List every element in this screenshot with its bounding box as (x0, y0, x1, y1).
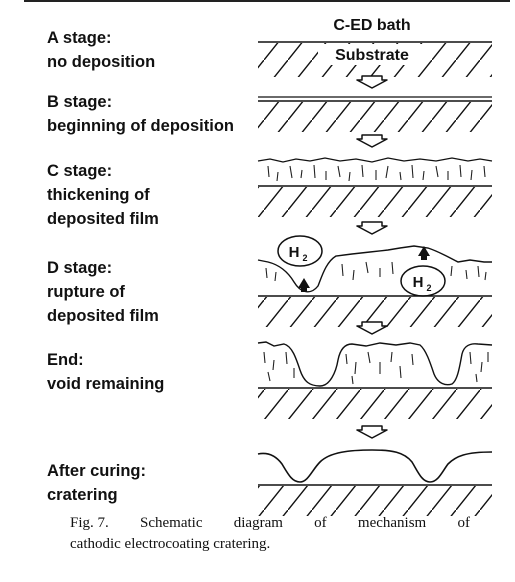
substrate-label: Substrate (335, 47, 409, 64)
figure-caption (70, 513, 470, 555)
deposited-film-c (258, 158, 492, 217)
h2-subscript-right: 2 (426, 283, 432, 293)
stage-a-label (47, 26, 155, 74)
caption-word: mechanism (357, 515, 427, 531)
stage-c-desc-2: deposited film (47, 210, 159, 228)
deposited-film-d (258, 236, 492, 327)
stage-end-label (47, 348, 164, 396)
stage-curing-title: After curing: (47, 462, 146, 480)
bath-label: C-ED bath (333, 17, 411, 34)
stage-curing-label (47, 459, 146, 507)
stage-arrow-2 (357, 135, 387, 147)
h2-bubble-left (278, 236, 322, 266)
stage-a-title: A stage: (47, 29, 112, 47)
stage-c-title: C stage: (47, 162, 113, 180)
caption-word: Schematic (140, 515, 203, 531)
caption-word: of (314, 515, 327, 531)
stage-arrow-3 (357, 222, 387, 234)
stage-d-label (47, 256, 159, 328)
stage-b-desc: beginning of deposition (47, 117, 234, 135)
caption-line-2: cathodic electrocoating cratering. (70, 536, 271, 552)
up-arrow-left (298, 278, 310, 292)
caption-word: diagram (233, 515, 283, 531)
stage-b-title: B stage: (47, 93, 113, 111)
caption-line-1 (70, 513, 470, 534)
stage-c-label (47, 159, 159, 231)
substrate-b (258, 97, 492, 132)
stage-a-desc: no deposition (47, 53, 156, 71)
stage-d-title: D stage: (47, 259, 113, 277)
deposited-film-end (258, 342, 492, 419)
stage-arrow-1 (357, 76, 387, 88)
stage-arrow-4 (357, 322, 387, 334)
stage-end-title: End: (47, 351, 84, 369)
stage-c-desc-1: thickening of (47, 186, 150, 204)
caption-word: of (457, 515, 470, 531)
stage-b-label (47, 90, 234, 138)
caption-word: Fig. 7. (70, 515, 109, 531)
h2-subscript-left: 2 (302, 253, 308, 263)
h2-label-left: H (288, 244, 300, 261)
cured-film (258, 450, 492, 516)
stage-end-desc: void remaining (47, 375, 165, 393)
stage-d-desc-1: rupture of (47, 283, 125, 301)
h2-label-right: H (412, 274, 424, 291)
stage-curing-desc: cratering (47, 486, 118, 504)
stage-d-desc-2: deposited film (47, 307, 159, 325)
stage-arrow-5 (357, 426, 387, 438)
